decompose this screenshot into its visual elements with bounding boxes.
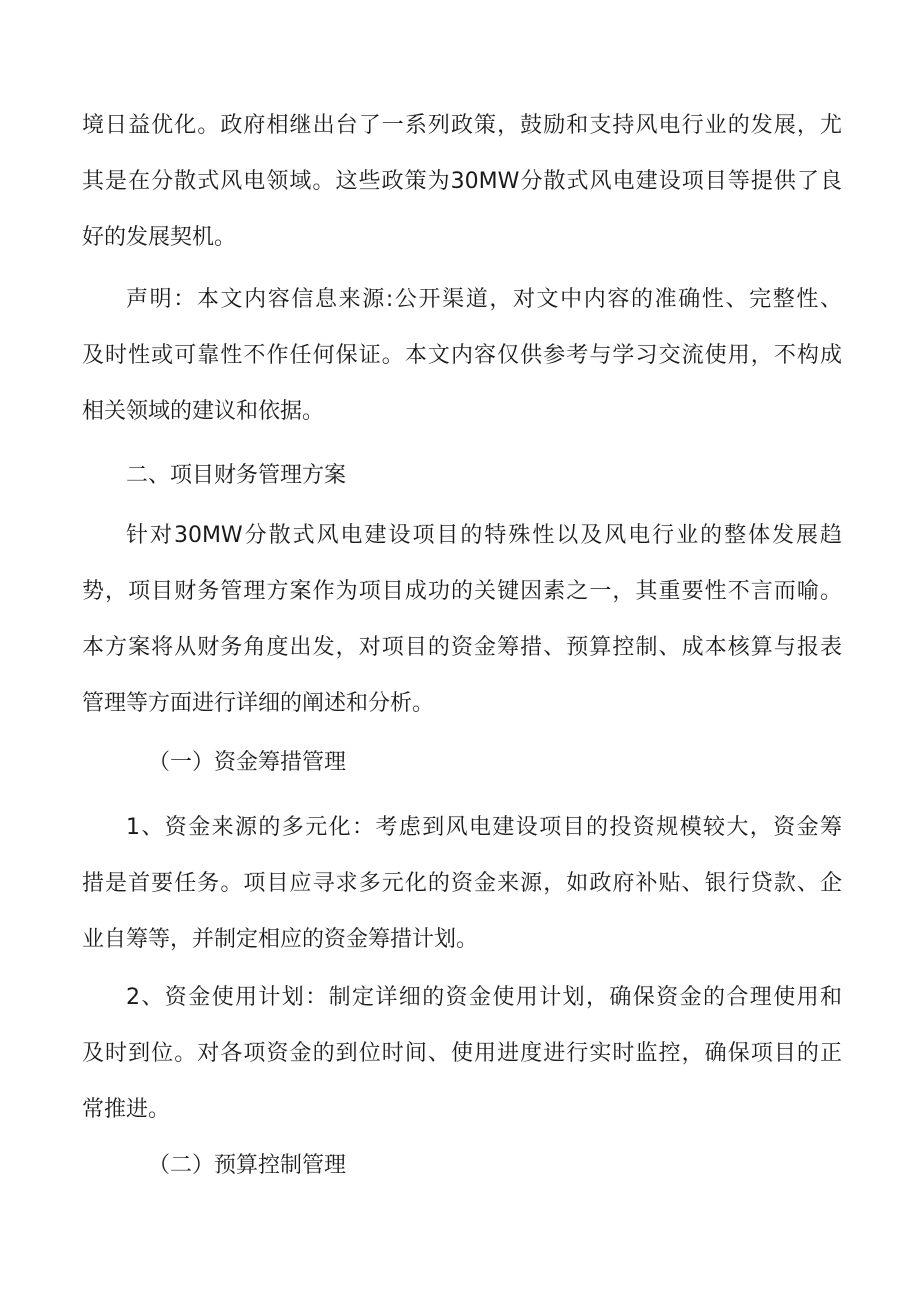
text-line: 常推进。 bbox=[82, 1097, 171, 1122]
text-line: 势，项目财务管理方案作为项目成功的关键因素之一，其重要性不言而喻。 bbox=[82, 579, 842, 604]
text-line: 业自筹等，并制定相应的资金筹措计划。 bbox=[82, 927, 479, 952]
text-line: 声明：本文内容信息来源:公开渠道，对文中内容的准确性、完整性、 bbox=[126, 287, 842, 312]
text-line: 相关领域的建议和依据。 bbox=[82, 399, 325, 424]
heading-text: 二、项目财务管理方案 bbox=[126, 463, 347, 488]
text-line: 1、资金来源的多元化：考虑到风电建设项目的投资规模较大，资金筹 bbox=[126, 815, 842, 840]
heading-text: （二）预算控制管理 bbox=[148, 1153, 347, 1178]
text-line: 境日益优化。政府相继出台了一系列政策，鼓励和支持风电行业的发展，尤 bbox=[82, 113, 842, 138]
text-line: 措是首要任务。项目应寻求多元化的资金来源，如政府补贴、银行贷款、企 bbox=[82, 871, 842, 896]
text-line: 好的发展契机。 bbox=[82, 225, 237, 250]
subsection-heading bbox=[82, 735, 842, 791]
text-line: 及时到位。对各项资金的到位时间、使用进度进行实时监控，确保项目的正 bbox=[82, 1041, 842, 1066]
text-line: 2、资金使用计划：制定详细的资金使用计划，确保资金的合理使用和 bbox=[126, 985, 842, 1010]
subsection-heading bbox=[82, 1138, 842, 1194]
paragraph-intro bbox=[82, 508, 842, 732]
text-line: 管理等方面进行详细的阐述和分析。 bbox=[82, 691, 435, 716]
paragraph-item-1 bbox=[82, 800, 842, 968]
text-line: 针对30MW分散式风电建设项目的特殊性以及风电行业的整体发展趋 bbox=[126, 523, 842, 548]
heading-text: （一）资金筹措管理 bbox=[148, 750, 347, 775]
paragraph-disclaimer bbox=[82, 272, 842, 440]
section-heading bbox=[82, 448, 842, 504]
text-line: 其是在分散式风电领域。这些政策为30MW分散式风电建设项目等提供了良 bbox=[82, 169, 842, 194]
text-line: 本方案将从财务角度出发，对项目的资金筹措、预算控制、成本核算与报表 bbox=[82, 635, 842, 660]
text-line: 及时性或可靠性不作任何保证。本文内容仅供参考与学习交流使用，不构成 bbox=[82, 343, 842, 368]
paragraph-item-2 bbox=[82, 970, 842, 1138]
paragraph-continuation bbox=[82, 98, 842, 266]
